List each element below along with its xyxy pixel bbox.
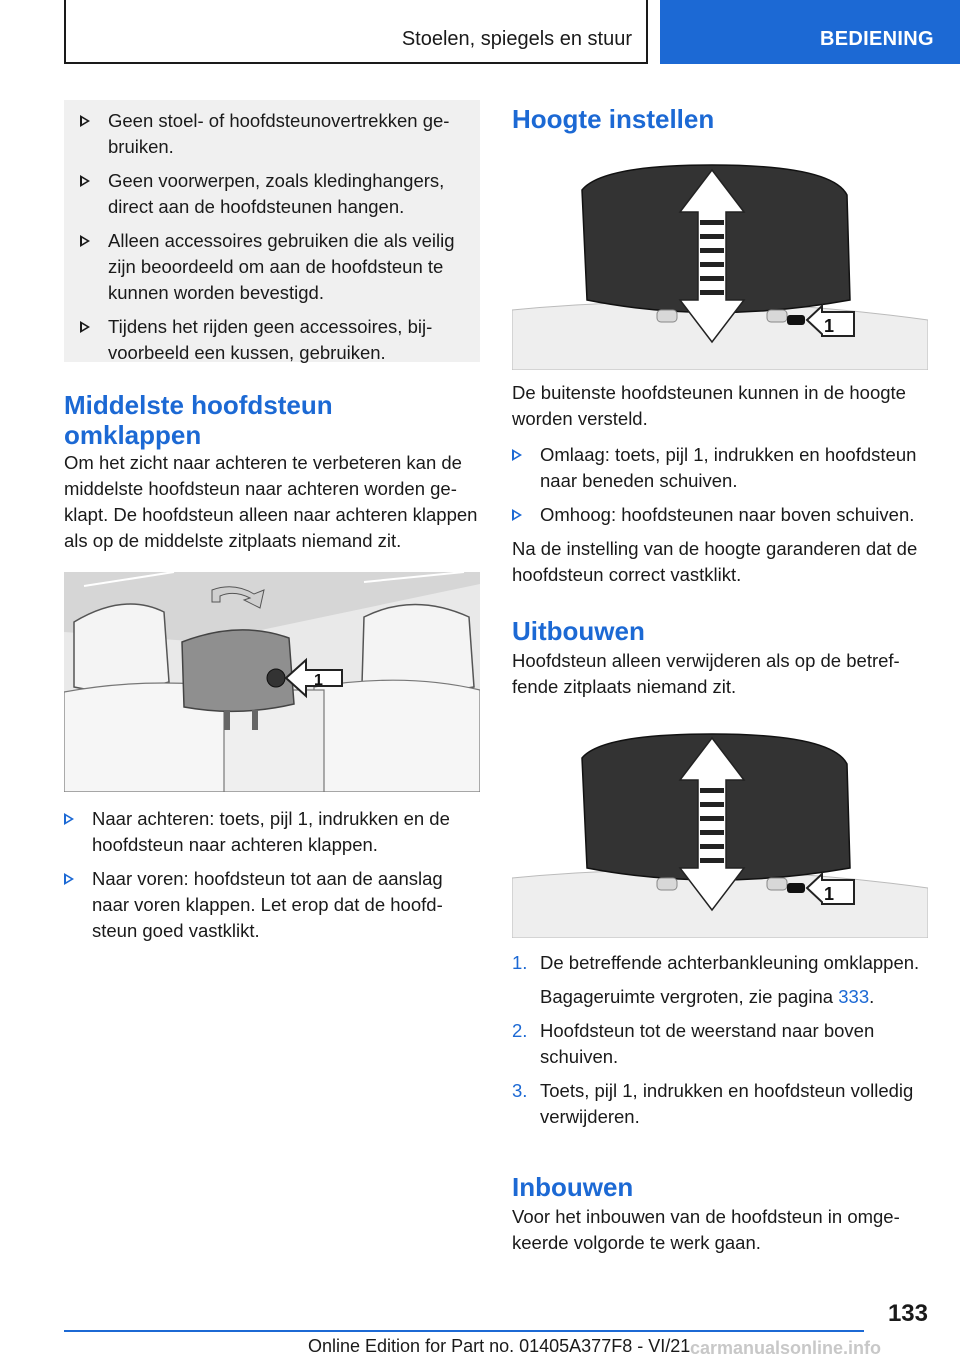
header-chapter-box [660, 0, 960, 64]
warning-item: Alleen accessoires gebruiken die als veilig zijn beoordeeld om aan de hoofdsteun te kunnen worden bevestigd. [80, 228, 464, 306]
remove-step: 2. Hoofdsteun tot de weerstand naar boven schuiven. [512, 1020, 875, 1067]
header-section-title: Stoelen, spiegels en stuur [401, 28, 632, 50]
warning-list [80, 108, 464, 366]
triangle-bullet-icon [64, 873, 74, 885]
rear-seat-illustration [64, 572, 480, 792]
page-number: 133 [887, 1300, 928, 1327]
height-figure-label: 1 [824, 316, 835, 336]
remove-section [512, 616, 928, 700]
triangle-bullet-icon [80, 235, 90, 247]
headrest-height-figure [512, 150, 928, 370]
triangle-bullet-icon [512, 449, 522, 461]
warning-item: Geen stoel- of hoofdsteunovertrekken gebruiken. [80, 108, 464, 160]
height-heading: Hoogte instellen [512, 104, 715, 134]
fold-figure-label: 1 [314, 672, 323, 689]
remove-figure-label: 1 [824, 884, 835, 904]
fold-step: Naar achteren: toets, pijl 1, indrukken en de hoofdsteun naar achteren klappen. [64, 806, 480, 858]
triangle-bullet-icon [80, 175, 90, 187]
install-heading: Inbouwen [512, 1172, 634, 1202]
fold-heading: Middelste hoofdsteun omklappen [64, 390, 333, 450]
warning-item: Tijdens het rijden geen accessoires, bijvoorbeeld een kussen, gebruiken. [80, 314, 464, 366]
fold-section [64, 390, 480, 554]
remove-step-reference: Bagageruimte vergroten, zie pagina 333. [540, 986, 875, 1007]
height-step: Omhoog: hoofdsteunen naar boven schuiven. [512, 502, 928, 528]
height-heading-wrap [512, 104, 928, 134]
fold-steps [64, 806, 480, 952]
watermark: carmanualsonline.info [690, 1338, 882, 1358]
headrest-height-illustration [512, 150, 928, 370]
remove-step: 3. Toets, pijl 1, indrukken en hoofdsteun volledig verwijderen. [512, 1080, 914, 1127]
header-chapter-title: BEDIENING [820, 28, 934, 50]
warning-box [64, 100, 480, 362]
remove-steps [512, 950, 928, 1138]
fold-intro: Om het zicht naar achteren te verbeteren kan de middelste hoofdsteun naar achteren worden geklapt. De hoofdsteun alleen naar achteren klappen als op de middelste zitplaats niemand zit. [64, 452, 478, 551]
triangle-bullet-icon [512, 509, 522, 521]
remove-step: 1. De betreffende achterbankleuning omklappen. Bagageruimte vergroten, zie pagina 333. [512, 950, 928, 1010]
remove-intro: Hoofdsteun alleen verwijderen als op de betreffende zitplaats niemand zit. [512, 650, 900, 697]
header-section-box [64, 0, 648, 64]
height-note: Na de instelling van de hoogte garanderen dat de hoofdsteun correct vastklikt. [512, 538, 918, 585]
height-step: Omlaag: toets, pijl 1, indrukken en hoofdsteun naar beneden schuiven. [512, 442, 928, 494]
headrest-removal-figure [512, 722, 928, 938]
install-section [512, 1172, 928, 1256]
footer-rule [64, 1330, 864, 1332]
headrest-removal-illustration [512, 722, 928, 938]
install-text: Voor het inbouwen van de hoofdsteun in omgekeerde volgorde te werk gaan. [512, 1206, 900, 1253]
footer-edition: Online Edition for Part no. 01405A377F8 - VI/21 [308, 1336, 691, 1356]
warning-item: Geen voorwerpen, zoals kledinghangers, direct aan de hoofdsteunen hangen. [80, 168, 464, 220]
rear-seat-figure [64, 572, 480, 792]
fold-step: Naar voren: hoofdsteun tot aan de aanslag naar voren klappen. Let erop dat de hoofdsteun goed vastklikt. [64, 866, 480, 944]
triangle-bullet-icon [64, 813, 74, 825]
height-text [512, 380, 928, 588]
triangle-bullet-icon [80, 321, 90, 333]
page-link[interactable]: 333 [838, 986, 870, 1007]
height-intro: De buitenste hoofdsteunen kunnen in de hoogte worden versteld. [512, 382, 906, 429]
remove-heading: Uitbouwen [512, 616, 645, 646]
triangle-bullet-icon [80, 115, 90, 127]
